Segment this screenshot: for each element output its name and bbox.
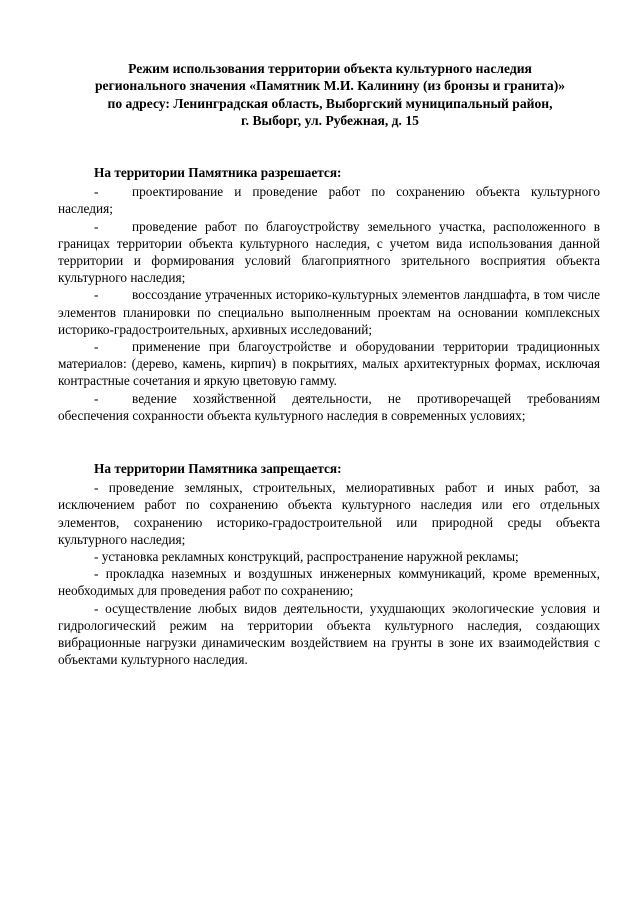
list-dash: - [94,339,99,355]
prohibited-item: - осуществление любых видов деятельности, ухудшающих экологические условия и гидрологический режим на территории объекта культурного наследия, создающих вибрационные нагрузки динамическим воздействием на грунты в зоне их взаимодействия с объектами культурного наследия. [58,600,600,668]
allowed-item [58,390,600,424]
allowed-item [58,183,600,217]
title-line: по адресу: Ленинградская область, Выборгский муниципальный район, [107,95,553,111]
list-dash: - [94,218,99,234]
allowed-item-text: проектирование и проведение работ по сохранению объекта культурного наследия; [58,184,600,217]
allowed-item [58,286,600,338]
list-dash: - [94,390,99,406]
title-line: Режим использования территории объекта культурного наследия [128,61,532,76]
allowed-item-text: воссоздание утраченных историко-культурных элементов ландшафта, в том числе элементов планировки по специально выполненным проектам на основании комплексных историко-градостроительных, архивных исследований; [58,287,600,337]
allowed-item [58,218,600,287]
allowed-item-text: проведение работ по благоустройству земельного участка, расположенного в границах территории объекта культурного наследия, с учетом вида использования данной территории и формирования условий благоприятного зрительного восприятия объекта культурного наследия; [58,218,600,286]
prohibited-item: - установка рекламных конструкций, распространение наружной рекламы; [94,549,519,565]
title-line: г. Выборг, ул. Рубежная, д. 15 [241,113,419,129]
allowed-section [58,164,600,424]
allowed-heading: На территории Памятника разрешается: [94,165,342,180]
list-dash: - [94,287,99,303]
title-line: регионального значения «Памятник М.И. Калинину (из бронзы и гранита)» [94,78,566,94]
allowed-item-text: применение при благоустройстве и оборудовании территории традиционных материалов: (дерево, камень, кирпич) в покрытиях, малых архитектурных формах, исключая контрастные сочетания и яркую цветовую гамму. [58,339,600,389]
list-dash: - [94,184,99,200]
prohibited-heading: На территории Памятника запрещается: [94,461,342,476]
allowed-item-text: ведение хозяйственной деятельности, не противоречащей требованиям обеспечения сохранности объекта культурного наследия в современных условиях; [58,390,600,423]
allowed-item [58,338,600,390]
prohibited-item: - проведение земляных, строительных, мелиоративных работ и иных работ, за исключением работ по сохранению объекта культурного наследия или его отдельных элементов, сохранению историко-градостроительной или природной среды объекта культурного наследия; [58,480,600,547]
prohibited-item: - прокладка наземных и воздушных инженерных коммуникаций, кроме временных, необходимых для проведения работ по сохранению; [58,566,600,599]
document-title [60,60,600,130]
prohibited-section [58,460,600,668]
